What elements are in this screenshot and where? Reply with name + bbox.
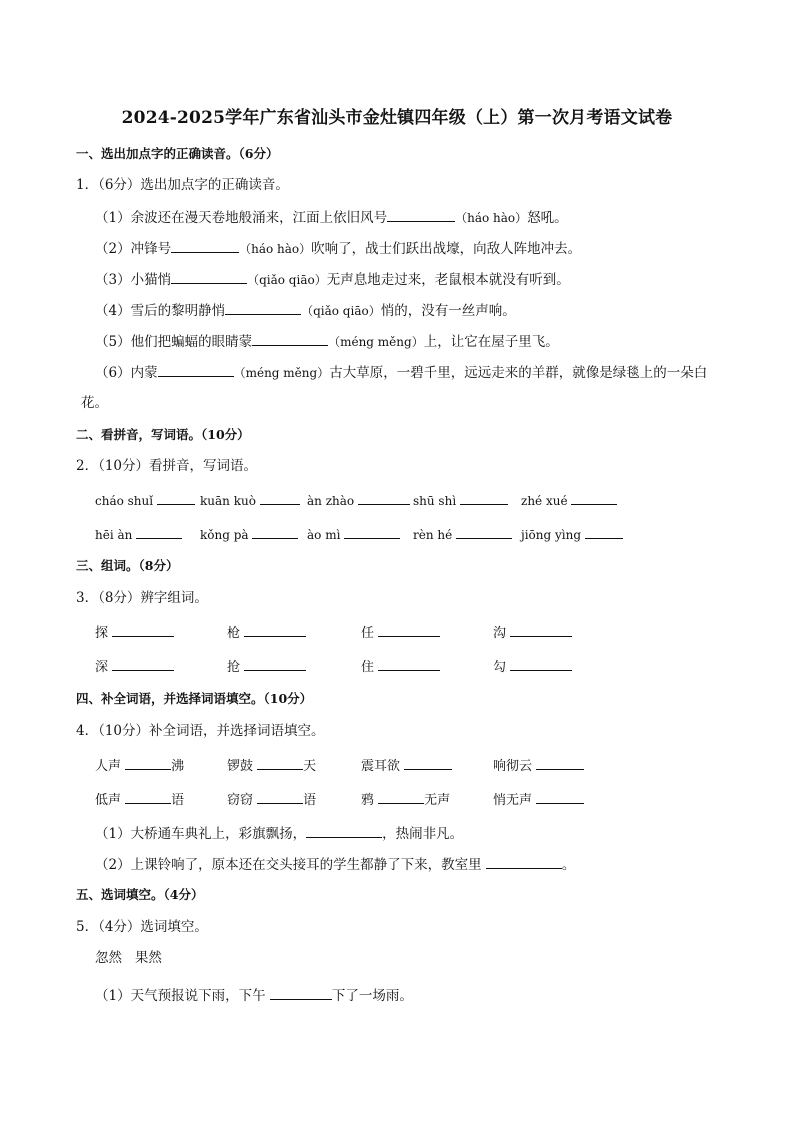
pinyin-options: （háo hào） — [239, 242, 312, 256]
answer-blank[interactable] — [244, 622, 306, 637]
pinyin-row-1 — [95, 490, 655, 510]
pinyin-options: （qiǎo qiāo） — [301, 304, 381, 318]
answer-blank[interactable] — [252, 524, 298, 539]
pinyin-word: kǒng pà — [200, 528, 249, 542]
question-1-stem: 1．（6分）选出加点字的正确读音。 — [76, 177, 289, 193]
char-row-1 — [95, 622, 655, 642]
question-2-stem: 2．（10分）看拼音，写词语。 — [76, 458, 258, 474]
q1-item-5-tail: 上，让它在屋子里飞。 — [423, 334, 559, 350]
q1-item-3-text: （3）小猫悄 — [95, 272, 172, 288]
pinyin-options: （qiǎo qiāo） — [247, 273, 327, 287]
idiom-row-2 — [95, 789, 655, 809]
idiom-part: 响彻云 — [493, 759, 533, 774]
section-heading-4: 四、补全词语，并选择词语填空。（10分） — [76, 691, 313, 706]
idiom-part: 人声 — [95, 759, 122, 774]
q1-item-5 — [95, 331, 559, 351]
char: 抢 — [227, 660, 241, 675]
answer-blank[interactable] — [306, 823, 382, 838]
q5-item-1-tail: 下了一场雨。 — [331, 988, 413, 1004]
q5-word-options: 忽然 果然 — [95, 950, 162, 966]
pinyin-word: àn zhào — [307, 494, 355, 508]
answer-blank[interactable] — [344, 524, 400, 539]
question-4-stem: 4．（10分）补全词语，并选择词语填空。 — [76, 723, 325, 739]
answer-blank[interactable] — [378, 656, 440, 671]
q1-item-3 — [95, 269, 570, 289]
char: 勾 — [493, 660, 507, 675]
answer-blank[interactable] — [171, 238, 239, 253]
idiom-part: 悄无声 — [493, 793, 533, 808]
q5-item-1-text: （1）天气预报说下雨，下午 — [95, 988, 266, 1004]
idiom-part: 天 — [303, 759, 317, 774]
q1-item-5-text: （5）他们把蝙蝠的眼睛蒙 — [95, 334, 253, 350]
q1-item-6-tail: 古大草原，一碧千里，远远走来的羊群，就像是绿毯上的一朵白 — [329, 365, 708, 381]
pinyin-options: （méng měng） — [233, 366, 330, 380]
pinyin-word: rèn hé — [413, 528, 453, 542]
q1-item-2 — [95, 238, 581, 258]
idiom-part: 锣鼓 — [227, 759, 254, 774]
answer-blank[interactable] — [571, 490, 617, 505]
answer-blank[interactable] — [244, 656, 306, 671]
char: 任 — [361, 626, 375, 641]
answer-blank[interactable] — [257, 789, 303, 804]
char: 住 — [361, 660, 375, 675]
pinyin-row-2 — [95, 524, 655, 544]
q1-item-4-text: （4）雪后的黎明静悄 — [95, 303, 226, 319]
section-heading-1: 一、选出加点字的正确读音。（6分） — [76, 146, 279, 161]
answer-blank[interactable] — [158, 362, 234, 377]
idiom-part: 震耳欲 — [361, 759, 401, 774]
q4-fill-2 — [95, 854, 575, 874]
q4-fill-2-text: （2）上课铃响了，原本还在交头接耳的学生都静了下来，教室里 — [95, 857, 482, 873]
char: 探 — [95, 626, 109, 641]
q5-item-1 — [95, 985, 413, 1005]
answer-blank[interactable] — [387, 207, 455, 222]
answer-blank[interactable] — [486, 854, 562, 869]
answer-blank[interactable] — [125, 755, 171, 770]
answer-blank[interactable] — [136, 524, 182, 539]
answer-blank[interactable] — [257, 755, 303, 770]
q1-item-2-text: （2）冲锋号 — [95, 241, 172, 257]
q4-fill-2-tail: 。 — [561, 857, 576, 873]
question-3-stem: 3．（8分）辨字组词。 — [76, 590, 208, 606]
answer-blank[interactable] — [157, 490, 195, 505]
pinyin-options: （méng měng） — [328, 335, 424, 349]
idiom-part: 沸 — [171, 759, 185, 774]
pinyin-word: kuān kuò — [200, 494, 256, 508]
q1-item-6-wrap: 花。 — [81, 395, 108, 411]
answer-blank[interactable] — [536, 789, 584, 804]
answer-blank[interactable] — [510, 622, 572, 637]
answer-blank[interactable] — [125, 789, 171, 804]
idiom-row-1 — [95, 755, 655, 775]
page-title: 2024-2025学年广东省汕头市金灶镇四年级（上）第一次月考语文试卷 — [121, 108, 673, 128]
pinyin-word: zhé xué — [521, 494, 568, 508]
q4-fill-1-text: （1）大桥通车典礼上，彩旗飘扬， — [95, 826, 307, 842]
section-heading-3: 三、组词。（8分） — [76, 558, 179, 573]
pinyin-word: shū shì — [413, 494, 457, 508]
idiom-part: 窃窃 — [227, 793, 254, 808]
answer-blank[interactable] — [112, 622, 174, 637]
answer-blank[interactable] — [252, 331, 328, 346]
pinyin-word: jiōng yìng — [521, 528, 582, 542]
answer-blank[interactable] — [460, 490, 508, 505]
q1-item-2-tail: 吹响了，战士们跃出战壕，向敌人阵地冲去。 — [311, 241, 582, 257]
answer-blank[interactable] — [456, 524, 512, 539]
answer-blank[interactable] — [404, 755, 452, 770]
char-row-2 — [95, 656, 655, 676]
idiom-part: 无声 — [424, 793, 451, 808]
answer-blank[interactable] — [225, 300, 301, 315]
answer-blank[interactable] — [378, 789, 424, 804]
section-heading-5: 五、选词填空。（4分） — [76, 887, 204, 902]
answer-blank[interactable] — [510, 656, 572, 671]
answer-blank[interactable] — [171, 269, 247, 284]
q1-item-1-text: （1）余波还在漫天卷地般涌来，江面上依旧风号 — [95, 210, 388, 226]
q4-fill-1-tail: ，热闹非凡。 — [382, 826, 464, 842]
q1-item-4-tail: 悄的，没有一丝声响。 — [380, 303, 516, 319]
answer-blank[interactable] — [260, 490, 300, 505]
pinyin-options: （háo hào） — [455, 211, 528, 225]
q4-fill-1 — [95, 823, 463, 843]
q1-item-1-tail: 怒吼。 — [527, 210, 568, 226]
idiom-part: 低声 — [95, 793, 122, 808]
answer-blank[interactable] — [358, 490, 410, 505]
idiom-part: 语 — [171, 793, 185, 808]
q1-item-6 — [95, 362, 707, 382]
answer-blank[interactable] — [585, 524, 623, 539]
q1-item-1 — [95, 207, 568, 227]
question-5-stem: 5．（4分）选词填空。 — [76, 919, 208, 935]
answer-blank[interactable] — [536, 755, 584, 770]
answer-blank[interactable] — [112, 656, 174, 671]
q1-item-4 — [95, 300, 516, 320]
char: 深 — [95, 660, 109, 675]
char: 枪 — [227, 626, 241, 641]
section-heading-2: 二、看拼音，写词语。（10分） — [76, 427, 250, 442]
pinyin-word: hēi àn — [95, 528, 133, 542]
answer-blank[interactable] — [270, 985, 332, 1000]
pinyin-word: ào mì — [307, 528, 341, 542]
idiom-part: 语 — [303, 793, 317, 808]
q1-item-3-tail: 无声息地走过来，老鼠根本就没有听到。 — [326, 272, 570, 288]
idiom-part: 鸦 — [361, 793, 375, 808]
char: 沟 — [493, 626, 507, 641]
pinyin-word: cháo shuǐ — [95, 494, 154, 508]
q1-item-6-text: （6）内蒙 — [95, 365, 158, 381]
answer-blank[interactable] — [378, 622, 440, 637]
